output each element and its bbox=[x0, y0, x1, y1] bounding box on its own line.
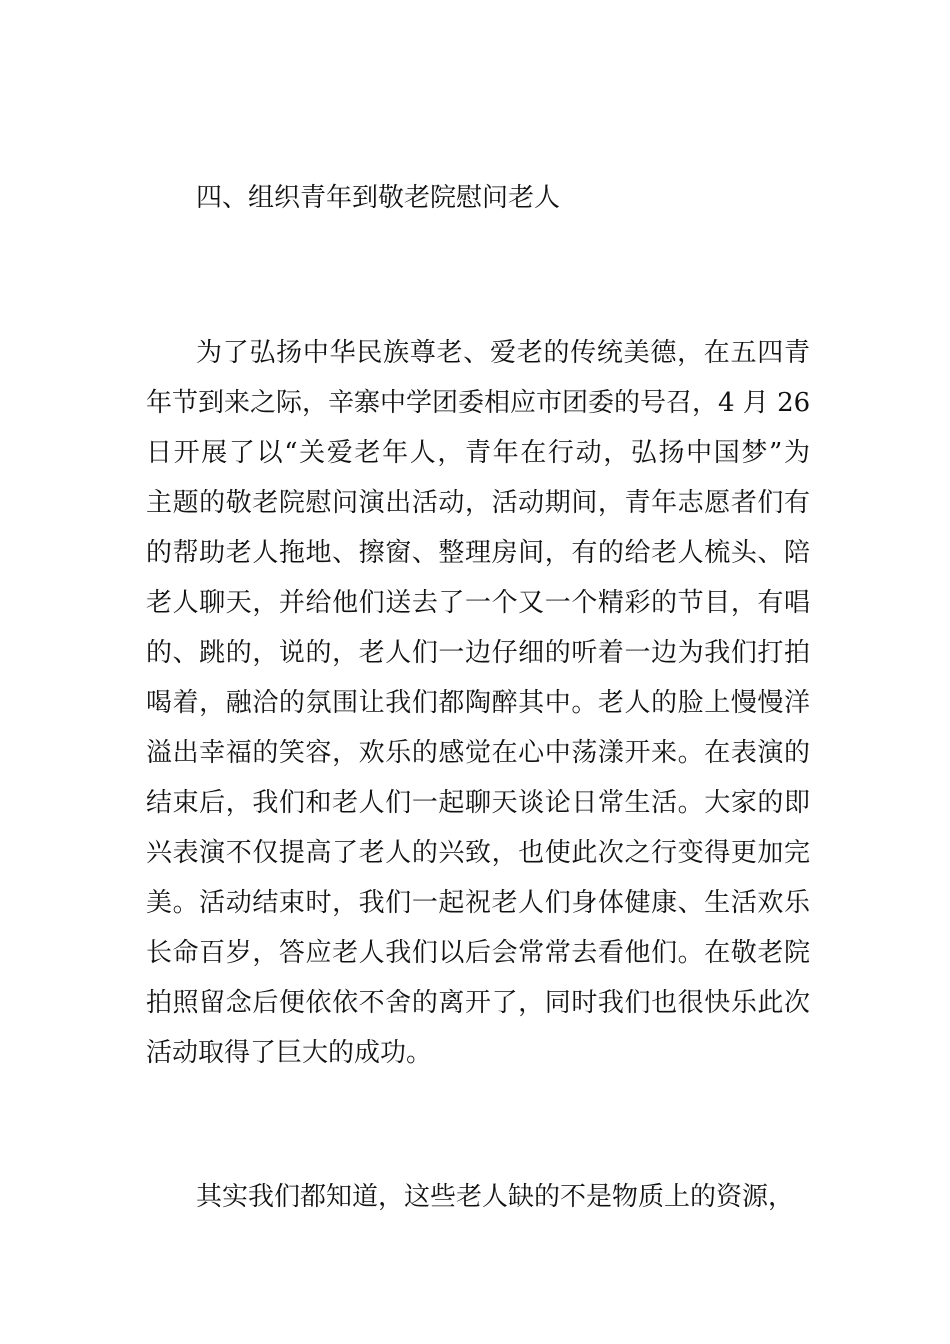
body-paragraph-2 bbox=[146, 1172, 810, 1222]
body-paragraph-1 bbox=[146, 328, 810, 1078]
paragraph-line: 美。活动结束时，我们一起祝老人们身体健康、生活欢乐 bbox=[146, 888, 810, 918]
paragraph-line: 活动取得了巨大的成功。 bbox=[146, 1038, 433, 1068]
paragraph-line: 的帮助老人拖地、擦窗、整理房间，有的给老人梳头、陪 bbox=[146, 538, 810, 568]
paragraph-line: 为了弘扬中华民族尊老、爱老的传统美德，在五四青 bbox=[196, 338, 810, 368]
paragraph-line: 年节到来之际，辛寨中学团委相应市团委的号召，4 月 26 bbox=[146, 388, 811, 418]
paragraph-line: 溢出幸福的笑容，欢乐的感觉在心中荡漾开来。在表演的 bbox=[146, 738, 810, 768]
paragraph-line: 的、跳的，说的，老人们一边仔细的听着一边为我们打拍 bbox=[146, 638, 810, 668]
section-heading: 四、组织青年到敬老院慰问老人 bbox=[196, 183, 561, 213]
paragraph-line: 长命百岁，答应老人我们以后会常常去看他们。在敬老院 bbox=[146, 938, 810, 968]
paragraph-line: 喝着，融洽的氛围让我们都陶醉其中。老人的脸上慢慢洋 bbox=[146, 688, 810, 718]
paragraph-line: 日开展了以“关爱老年人，青年在行动，弘扬中国梦”为 bbox=[146, 438, 810, 468]
paragraph-line: 老人聊天，并给他们送去了一个又一个精彩的节目，有唱 bbox=[146, 588, 810, 618]
paragraph-line: 主题的敬老院慰问演出活动，活动期间，青年志愿者们有 bbox=[146, 488, 810, 518]
paragraph-line: 兴表演不仅提高了老人的兴致，也使此次之行变得更加完 bbox=[146, 838, 810, 868]
paragraph-line: 结束后，我们和老人们一起聊天谈论日常生活。大家的即 bbox=[146, 788, 810, 818]
paragraph-line: 其实我们都知道，这些老人缺的不是物质上的资源， bbox=[196, 1182, 795, 1212]
paragraph-line: 拍照留念后便依依不舍的离开了，同时我们也很快乐此次 bbox=[146, 988, 810, 1018]
